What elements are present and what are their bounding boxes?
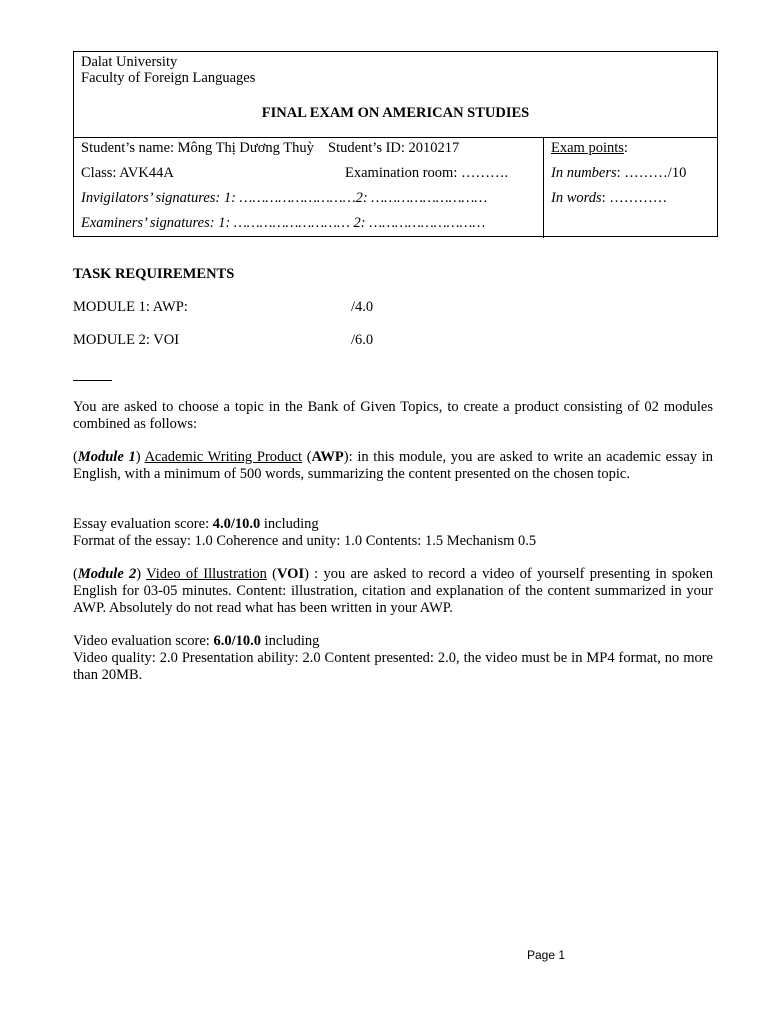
module2-paragraph xyxy=(73,566,713,617)
module1-name: Academic Writing Product xyxy=(144,449,302,465)
video-score-line xyxy=(73,633,713,650)
module1-abbr: AWP xyxy=(311,449,344,465)
module2-name: Video of Illustration xyxy=(146,566,267,582)
essay-score-line xyxy=(73,516,713,533)
faculty-name: Faculty of Foreign Languages xyxy=(81,70,256,86)
module2-abbr: VOI xyxy=(276,566,305,582)
module1-description: ): in this module, you are asked to write an academic essay in English, with a minimum of 500 words, summarizing the content presented on the chosen topic. xyxy=(73,449,713,482)
module-score-line xyxy=(73,332,713,349)
module2-description: ) : you are asked to record a video of yourself presenting in spoken English for 03-05 minutes. Content: illustration, citation and explanation of the content summarized in your AWP. Absolutely do not read what has been written in your AWP. xyxy=(73,566,713,616)
page-number: Page 1 xyxy=(527,948,566,962)
in-numbers-label: In numbers xyxy=(551,165,617,181)
task-requirements-heading: TASK REQUIREMENTS xyxy=(73,266,235,282)
video-score-breakdown: Video quality: 2.0 Presentation ability: 2.0 Content presented: 2.0, the video must be in MP4 format, no more than 20MB. xyxy=(73,650,713,683)
in-words-label: In words xyxy=(551,190,602,206)
module1-tag: Module 1 xyxy=(77,449,136,465)
paren: ( xyxy=(266,566,277,582)
student-name: Student’s name: Mông Thị Dương Thuỳ xyxy=(81,140,314,156)
in-words-value: : ………… xyxy=(601,190,668,206)
video-score-suffix: including xyxy=(261,633,320,649)
paren: ) xyxy=(135,449,145,465)
essay-score-prefix: Essay evaluation score: xyxy=(73,516,213,532)
points-in-words xyxy=(551,190,667,207)
video-score-value: 6.0/10.0 xyxy=(213,633,261,649)
exam-points-colon: : xyxy=(623,140,628,156)
student-id: Student’s ID: 2010217 xyxy=(328,140,460,156)
module1-paragraph xyxy=(73,449,713,483)
university-name: Dalat University xyxy=(81,54,178,70)
module-label: MODULE 2: VOI xyxy=(73,332,180,348)
module2-tag: Module 2 xyxy=(77,566,137,582)
paren: ( xyxy=(73,449,78,465)
intro-paragraph: You are asked to choose a topic in the Bank of Given Topics, to create a product consisting of 02 modules combined as follows: xyxy=(73,399,713,432)
examination-room: Examination room: ………. xyxy=(345,165,509,181)
column-divider xyxy=(543,138,544,238)
header-title-row xyxy=(74,52,717,138)
paren: ( xyxy=(302,449,312,465)
module-score-line xyxy=(73,299,713,316)
exam-header-table xyxy=(73,51,718,237)
essay-score-breakdown: Format of the essay: 1.0 Coherence and unity: 1.0 Contents: 1.5 Mechanism 0.5 xyxy=(73,533,537,549)
paren: ( xyxy=(73,566,78,582)
exam-title: FINAL EXAM ON AMERICAN STUDIES xyxy=(261,105,530,121)
points-in-numbers xyxy=(551,165,686,182)
module-label: MODULE 1: AWP: xyxy=(73,299,188,315)
module-score: /6.0 xyxy=(351,332,374,348)
essay-score-suffix: including xyxy=(260,516,319,532)
separator-line xyxy=(73,380,112,381)
exam-points xyxy=(551,140,628,157)
module-score: /4.0 xyxy=(351,299,374,315)
essay-score-value: 4.0/10.0 xyxy=(212,516,261,532)
paren: ) xyxy=(136,566,147,582)
video-score-prefix: Video evaluation score: xyxy=(73,633,214,649)
in-numbers-value: : ………/10 xyxy=(616,165,687,181)
invigilators-signatures: Invigilators’ signatures: 1: ………………………2: ……………………… xyxy=(81,190,488,206)
examiners-signatures: Examiners’ signatures: 1: ……………………… 2: ……………………… xyxy=(81,215,486,231)
class-name: Class: AVK44A xyxy=(81,165,174,181)
exam-points-label: Exam points xyxy=(551,140,624,156)
